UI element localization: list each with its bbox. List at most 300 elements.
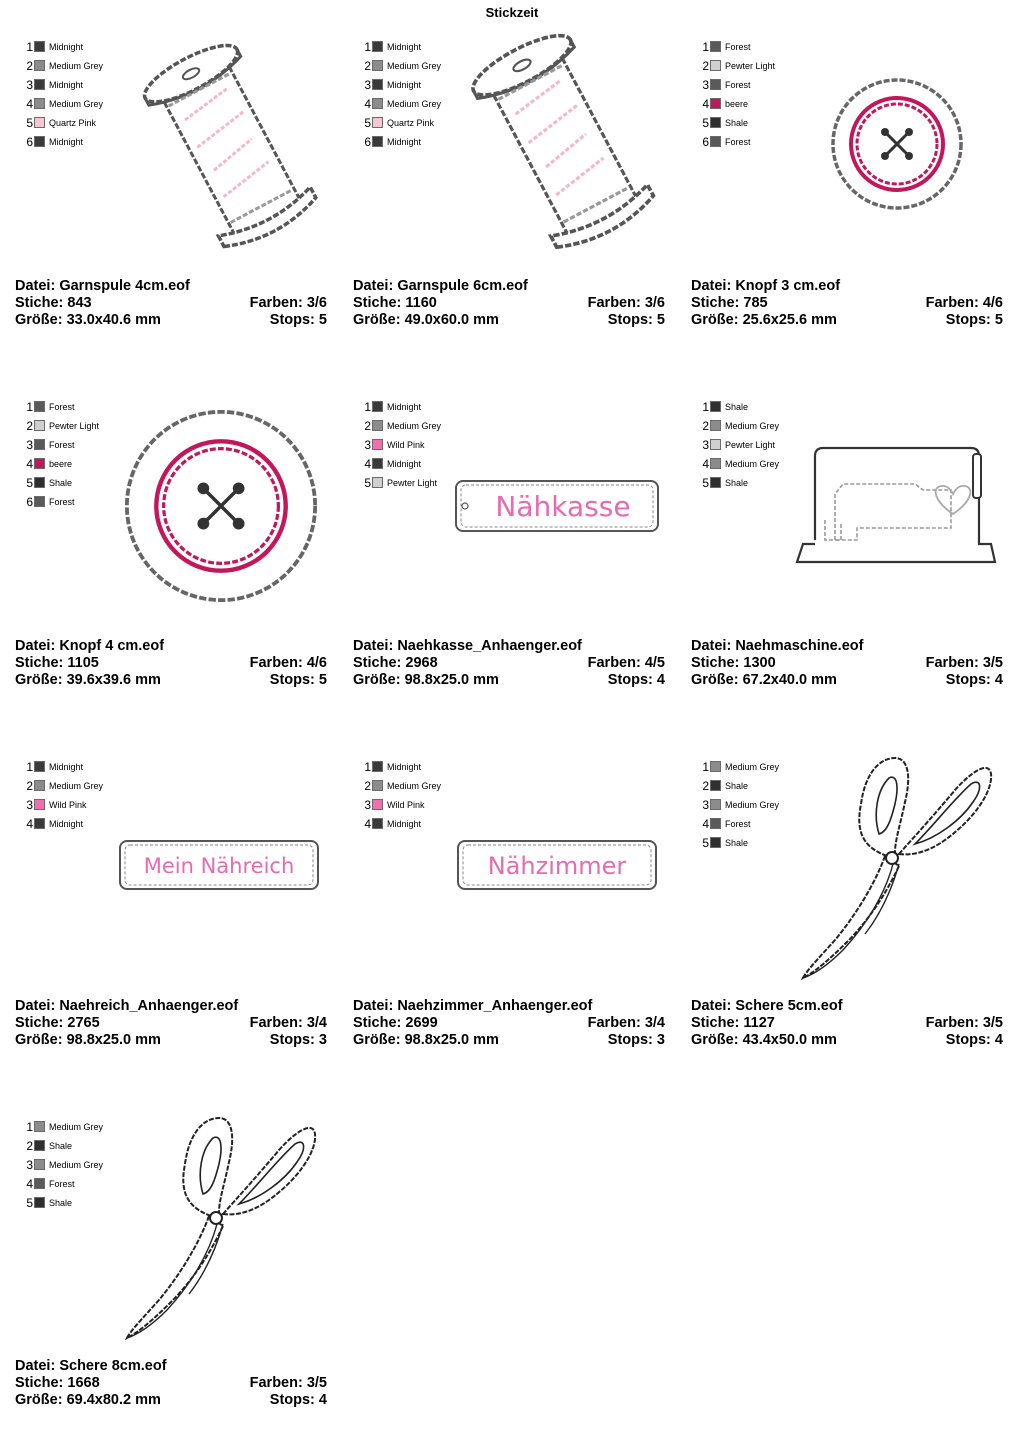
stitches-label: Stiche: <box>15 655 64 671</box>
colors-value: 4/6 <box>306 655 327 671</box>
color-swatch <box>34 1121 45 1132</box>
stops-value: 5 <box>318 672 327 688</box>
thread-number: 5 <box>26 115 33 130</box>
stops-value: 5 <box>656 312 665 328</box>
color-swatch <box>710 477 721 488</box>
color-swatch <box>372 780 383 791</box>
sewing-machine-icon <box>795 444 995 568</box>
color-swatch <box>372 401 383 412</box>
file-label: Datei: <box>353 638 394 654</box>
design-info <box>691 998 1003 1049</box>
file-name: Schere 8cm.eof <box>59 1358 167 1374</box>
thread-color-row <box>19 757 169 776</box>
color-swatch <box>372 117 383 128</box>
design-card <box>691 732 1006 1072</box>
color-swatch <box>372 60 383 71</box>
thread-number: 4 <box>26 816 33 831</box>
color-swatch <box>372 136 383 147</box>
stitches-label: Stiche: <box>15 295 64 311</box>
stops-value: 3 <box>656 1032 665 1048</box>
thread-number: 1 <box>364 39 371 54</box>
color-swatch <box>372 818 383 829</box>
stops-label: Stops: <box>269 312 315 328</box>
tag-icon <box>455 838 659 892</box>
stitches-value: 1668 <box>67 1375 100 1391</box>
thread-number: 2 <box>702 778 709 793</box>
thread-color-row <box>695 37 845 56</box>
thread-name: Forest <box>725 41 751 52</box>
color-swatch <box>710 818 721 829</box>
color-swatch <box>34 60 45 71</box>
file-name: Knopf 4 cm.eof <box>59 638 165 654</box>
size-label: Größe: <box>15 1032 63 1048</box>
stops-value: 5 <box>994 312 1003 328</box>
thread-number: 5 <box>364 475 371 490</box>
thread-number: 2 <box>364 778 371 793</box>
color-swatch <box>372 41 383 52</box>
color-swatch <box>372 458 383 469</box>
colors-value: 4/6 <box>982 295 1003 311</box>
size-label: Größe: <box>353 1032 401 1048</box>
color-swatch <box>710 799 721 810</box>
color-palette <box>19 757 169 833</box>
thread-name: Forest <box>49 496 75 507</box>
design-card <box>691 12 1006 352</box>
thread-number: 4 <box>702 96 709 111</box>
thread-color-row <box>19 795 169 814</box>
thread-name: Medium Grey <box>725 799 780 810</box>
thread-color-row <box>357 776 507 795</box>
design-info <box>15 998 327 1049</box>
thread-number: 5 <box>702 115 709 130</box>
stitches-label: Stiche: <box>15 1375 64 1391</box>
color-swatch <box>34 136 45 147</box>
thread-name: Quartz Pink <box>387 117 435 128</box>
color-swatch <box>34 117 45 128</box>
thread-color-row <box>357 795 507 814</box>
thread-number: 3 <box>26 77 33 92</box>
size-value: 98.8x25.0 mm <box>404 672 499 688</box>
file-name: Garnspule 6cm.eof <box>397 278 528 294</box>
thread-number: 2 <box>26 418 33 433</box>
color-swatch <box>34 496 45 507</box>
thread-color-row <box>357 416 507 435</box>
thread-number: 2 <box>364 418 371 433</box>
design-card <box>353 372 668 712</box>
tag-text: Mein Nähreich <box>143 854 295 878</box>
thread-name: Shale <box>725 477 749 488</box>
design-card <box>353 12 668 352</box>
scissors-icon <box>795 744 995 982</box>
color-swatch <box>34 477 45 488</box>
stops-label: Stops: <box>945 1032 991 1048</box>
stitches-value: 1300 <box>743 655 776 671</box>
size-label: Größe: <box>15 672 63 688</box>
colors-label: Farben: <box>249 295 303 311</box>
button-icon <box>829 76 965 212</box>
file-label: Datei: <box>15 1358 56 1374</box>
file-label: Datei: <box>353 998 394 1014</box>
thread-number: 4 <box>26 456 33 471</box>
color-swatch <box>710 136 721 147</box>
design-info <box>353 638 665 689</box>
file-name: Naehkasse_Anhaenger.eof <box>397 638 582 654</box>
color-swatch <box>34 98 45 109</box>
color-swatch <box>34 1178 45 1189</box>
thread-name: Medium Grey <box>49 780 104 791</box>
file-label: Datei: <box>691 638 732 654</box>
thread-number: 2 <box>26 58 33 73</box>
color-swatch <box>34 818 45 829</box>
color-swatch <box>710 439 721 450</box>
size-label: Größe: <box>691 1032 739 1048</box>
color-swatch <box>372 439 383 450</box>
stops-label: Stops: <box>607 1032 653 1048</box>
thread-number: 1 <box>702 759 709 774</box>
color-swatch <box>710 401 721 412</box>
thread-number: 4 <box>364 816 371 831</box>
color-swatch <box>34 401 45 412</box>
color-swatch <box>710 41 721 52</box>
colors-label: Farben: <box>587 1015 641 1031</box>
thread-name: Midnight <box>49 136 84 147</box>
stitches-value: 1160 <box>405 295 437 311</box>
thread-name: Shale <box>49 477 73 488</box>
stops-value: 4 <box>994 1032 1003 1048</box>
file-label: Datei: <box>353 278 394 294</box>
color-swatch <box>34 799 45 810</box>
size-value: 98.8x25.0 mm <box>404 1032 499 1048</box>
thread-name: Medium Grey <box>725 420 780 431</box>
thread-number: 6 <box>702 134 709 149</box>
thread-number: 3 <box>702 797 709 812</box>
stops-value: 4 <box>994 672 1003 688</box>
color-swatch <box>710 837 721 848</box>
colors-value: 3/4 <box>644 1015 665 1031</box>
thread-number: 5 <box>26 1195 33 1210</box>
thread-name: Midnight <box>387 79 422 90</box>
thread-color-row <box>695 56 845 75</box>
design-info <box>691 638 1003 689</box>
color-swatch <box>34 1140 45 1151</box>
color-palette <box>695 37 845 151</box>
size-label: Größe: <box>15 1392 63 1408</box>
stops-label: Stops: <box>945 672 991 688</box>
thread-number: 1 <box>26 759 33 774</box>
color-swatch <box>34 41 45 52</box>
thread-number: 3 <box>364 797 371 812</box>
thread-number: 4 <box>702 456 709 471</box>
thread-name: Shale <box>49 1140 73 1151</box>
thread-number: 2 <box>702 418 709 433</box>
color-swatch <box>34 761 45 772</box>
file-name: Naehmaschine.eof <box>735 638 864 654</box>
colors-label: Farben: <box>587 655 641 671</box>
colors-value: 3/5 <box>982 655 1003 671</box>
color-swatch <box>34 780 45 791</box>
thread-color-row <box>357 814 507 833</box>
button-icon <box>121 406 321 606</box>
stops-label: Stops: <box>269 1392 315 1408</box>
file-name: Naehreich_Anhaenger.eof <box>59 998 239 1014</box>
size-value: 43.4x50.0 mm <box>742 1032 837 1048</box>
color-swatch <box>34 420 45 431</box>
thread-name: Midnight <box>49 818 84 829</box>
thread-name: Pewter Light <box>725 60 776 71</box>
file-name: Garnspule 4cm.eof <box>59 278 190 294</box>
page-title: Stickzeit <box>485 5 539 20</box>
thread-name: Quartz Pink <box>49 117 97 128</box>
thread-name: Shale <box>49 1197 73 1208</box>
thread-name: Wild Pink <box>49 799 87 810</box>
stitches-label: Stiche: <box>353 1015 402 1031</box>
stitches-label: Stiche: <box>353 295 402 311</box>
size-label: Größe: <box>691 672 739 688</box>
stops-label: Stops: <box>607 312 653 328</box>
thread-name: Pewter Light <box>49 420 100 431</box>
stitches-value: 2699 <box>405 1015 438 1031</box>
design-info <box>15 638 327 689</box>
stitches-value: 843 <box>67 295 92 311</box>
design-card <box>15 12 330 352</box>
thread-name: Forest <box>725 818 751 829</box>
thread-number: 4 <box>26 96 33 111</box>
size-label: Größe: <box>353 312 401 328</box>
stops-label: Stops: <box>607 672 653 688</box>
thread-spool-icon <box>463 30 663 255</box>
file-name: Naehzimmer_Anhaenger.eof <box>397 998 593 1014</box>
thread-name: Medium Grey <box>387 420 442 431</box>
stops-value: 3 <box>318 1032 327 1048</box>
file-name: Knopf 3 cm.eof <box>735 278 841 294</box>
design-card <box>353 732 668 1072</box>
stitches-value: 1105 <box>67 655 99 671</box>
design-info <box>15 1358 327 1409</box>
design-card <box>691 372 1006 712</box>
tag-text: Nähzimmer <box>487 852 627 880</box>
size-value: 67.2x40.0 mm <box>742 672 837 688</box>
thread-color-row <box>695 75 845 94</box>
stitches-value: 1127 <box>743 1015 775 1031</box>
thread-name: Midnight <box>387 401 422 412</box>
thread-number: 1 <box>364 399 371 414</box>
thread-number: 2 <box>26 1138 33 1153</box>
thread-name: Forest <box>725 79 751 90</box>
color-swatch <box>710 98 721 109</box>
stitches-value: 2765 <box>67 1015 100 1031</box>
size-value: 98.8x25.0 mm <box>66 1032 161 1048</box>
size-value: 39.6x39.6 mm <box>66 672 161 688</box>
color-swatch <box>710 60 721 71</box>
file-label: Datei: <box>691 998 732 1014</box>
colors-value: 3/6 <box>306 295 327 311</box>
color-swatch <box>372 420 383 431</box>
thread-color-row <box>19 814 169 833</box>
thread-name: Shale <box>725 401 749 412</box>
thread-name: Medium Grey <box>387 60 442 71</box>
color-swatch <box>372 79 383 90</box>
thread-color-row <box>357 397 507 416</box>
thread-number: 3 <box>364 437 371 452</box>
thread-number: 1 <box>702 399 709 414</box>
thread-number: 5 <box>364 115 371 130</box>
thread-number: 1 <box>26 39 33 54</box>
thread-color-row <box>695 113 845 132</box>
thread-number: 3 <box>364 77 371 92</box>
colors-label: Farben: <box>925 295 979 311</box>
color-swatch <box>372 477 383 488</box>
thread-name: Pewter Light <box>387 477 438 488</box>
thread-number: 6 <box>364 134 371 149</box>
thread-number: 4 <box>702 816 709 831</box>
thread-color-row <box>19 776 169 795</box>
thread-number: 1 <box>364 759 371 774</box>
color-swatch <box>34 1197 45 1208</box>
thread-name: Medium Grey <box>49 1159 104 1170</box>
color-swatch <box>34 1159 45 1170</box>
scissors-icon <box>119 1104 319 1342</box>
thread-number: 1 <box>702 39 709 54</box>
thread-color-row <box>357 454 507 473</box>
color-palette <box>357 757 507 833</box>
thread-name: Shale <box>725 780 749 791</box>
thread-number: 1 <box>26 1119 33 1134</box>
file-label: Datei: <box>15 278 56 294</box>
thread-name: Medium Grey <box>49 1121 104 1132</box>
thread-color-row <box>695 94 845 113</box>
color-swatch <box>34 439 45 450</box>
thread-color-row <box>695 397 845 416</box>
stops-value: 5 <box>318 312 327 328</box>
tag-text: Nähkasse <box>495 490 631 523</box>
thread-name: Wild Pink <box>387 439 425 450</box>
thread-number: 4 <box>26 1176 33 1191</box>
tag-icon <box>117 838 321 892</box>
colors-label: Farben: <box>249 655 303 671</box>
stitches-value: 2968 <box>405 655 438 671</box>
color-swatch <box>372 761 383 772</box>
size-value: 25.6x25.6 mm <box>742 312 837 328</box>
colors-label: Farben: <box>925 1015 979 1031</box>
size-value: 49.0x60.0 mm <box>404 312 499 328</box>
colors-label: Farben: <box>249 1015 303 1031</box>
thread-name: Midnight <box>49 79 84 90</box>
thread-number: 4 <box>364 96 371 111</box>
color-swatch <box>372 98 383 109</box>
thread-color-row <box>357 435 507 454</box>
thread-number: 3 <box>26 437 33 452</box>
thread-name: Pewter Light <box>725 439 776 450</box>
thread-name: Medium Grey <box>387 98 442 109</box>
color-swatch <box>710 79 721 90</box>
file-label: Datei: <box>15 638 56 654</box>
thread-name: Shale <box>725 837 749 848</box>
file-label: Datei: <box>691 278 732 294</box>
thread-name: Forest <box>49 401 75 412</box>
thread-name: Shale <box>725 117 749 128</box>
size-value: 69.4x80.2 mm <box>66 1392 161 1408</box>
file-label: Datei: <box>15 998 56 1014</box>
thread-number: 2 <box>364 58 371 73</box>
stitches-label: Stiche: <box>691 1015 740 1031</box>
colors-value: 4/5 <box>644 655 665 671</box>
design-card <box>15 732 330 1072</box>
thread-name: Midnight <box>387 818 422 829</box>
thread-color-row <box>695 416 845 435</box>
color-swatch <box>710 761 721 772</box>
thread-name: beere <box>725 98 749 109</box>
thread-name: Forest <box>725 136 751 147</box>
design-info <box>353 998 665 1049</box>
thread-name: Forest <box>49 439 75 450</box>
thread-name: Midnight <box>387 761 422 772</box>
stitches-label: Stiche: <box>15 1015 64 1031</box>
thread-name: Midnight <box>49 41 84 52</box>
thread-name: beere <box>49 458 73 469</box>
color-swatch <box>710 780 721 791</box>
size-label: Größe: <box>15 312 63 328</box>
stitches-value: 785 <box>743 295 768 311</box>
thread-color-row <box>357 757 507 776</box>
file-name: Schere 5cm.eof <box>735 998 843 1014</box>
thread-number: 5 <box>702 475 709 490</box>
design-card <box>15 372 330 712</box>
thread-number: 3 <box>26 1157 33 1172</box>
thread-name: Forest <box>49 1178 75 1189</box>
thread-number: 3 <box>702 437 709 452</box>
stitches-label: Stiche: <box>353 655 402 671</box>
colors-value: 3/5 <box>982 1015 1003 1031</box>
stops-label: Stops: <box>269 672 315 688</box>
thread-name: Midnight <box>49 761 84 772</box>
stops-label: Stops: <box>269 1032 315 1048</box>
thread-name: Midnight <box>387 458 422 469</box>
thread-number: 1 <box>26 399 33 414</box>
thread-name: Medium Grey <box>725 458 780 469</box>
thread-color-row <box>695 132 845 151</box>
color-swatch <box>710 458 721 469</box>
thread-number: 2 <box>26 778 33 793</box>
thread-number: 6 <box>26 494 33 509</box>
stops-label: Stops: <box>945 312 991 328</box>
thread-name: Midnight <box>387 41 422 52</box>
size-value: 33.0x40.6 mm <box>66 312 161 328</box>
thread-number: 5 <box>702 835 709 850</box>
color-swatch <box>710 117 721 128</box>
design-info <box>15 278 327 329</box>
thread-number: 6 <box>26 134 33 149</box>
colors-value: 3/6 <box>644 295 665 311</box>
thread-name: Medium Grey <box>387 780 442 791</box>
stitches-label: Stiche: <box>691 655 740 671</box>
color-swatch <box>710 420 721 431</box>
stops-value: 4 <box>318 1392 327 1408</box>
thread-name: Wild Pink <box>387 799 425 810</box>
color-swatch <box>34 458 45 469</box>
colors-label: Farben: <box>249 1375 303 1391</box>
design-info <box>691 278 1003 329</box>
design-info <box>353 278 665 329</box>
thread-number: 5 <box>26 475 33 490</box>
thread-number: 4 <box>364 456 371 471</box>
thread-number: 3 <box>702 77 709 92</box>
thread-number: 3 <box>26 797 33 812</box>
colors-label: Farben: <box>925 655 979 671</box>
colors-value: 3/5 <box>306 1375 327 1391</box>
size-label: Größe: <box>353 672 401 688</box>
stops-value: 4 <box>656 672 665 688</box>
size-label: Größe: <box>691 312 739 328</box>
